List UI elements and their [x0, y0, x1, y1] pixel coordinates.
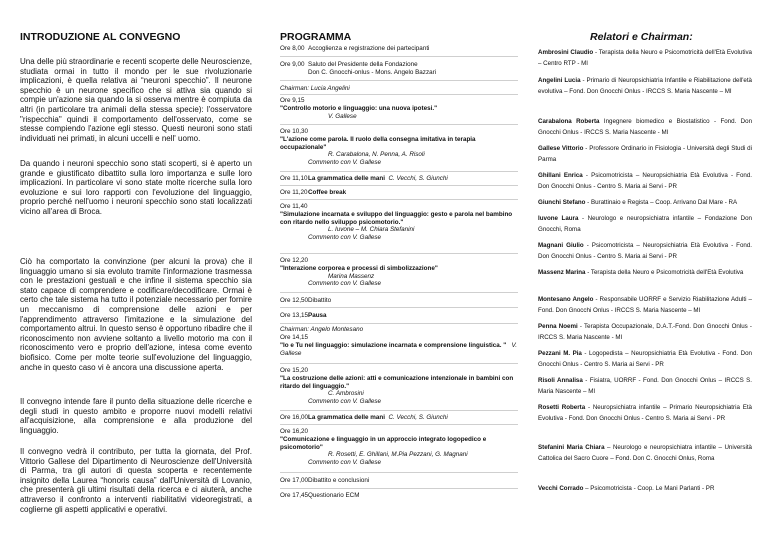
speaker-description: - Psicomotricista – Neuropsichiatria Età Evolutiva - Fond. Don Gnocchi Onlus - Centro S. Maria ai Servi - PR [538, 242, 752, 260]
speaker-description: - Burattinaio e Regista – Coop. Arrivano Dal Mare - RA [585, 199, 738, 206]
speaker-description: - Responsabile UORRF e Servizio Riabilitazione Adulti – Fond. Don Gnocchi Onlus - IRCCS S. Maria Nascente – MI [538, 296, 752, 314]
speaker-entry [538, 443, 752, 464]
divider [280, 472, 518, 473]
speaker-entry [538, 48, 752, 69]
speaker-description: - Psicomotricista – Neuropsichiatria Età Evolutiva - Fond. Don Gnocchi Onlus - Centro S. Maria ai Servi - PR [538, 172, 752, 190]
program-session [280, 334, 518, 357]
program-time: Ore 11,20 [280, 189, 308, 196]
divider [280, 424, 518, 425]
program-time: Ore 16,00 [280, 414, 309, 421]
program-text: Pausa [308, 312, 327, 319]
program-text-line: Saluto del Presidente della Fondazione [308, 61, 418, 68]
speaker-name: Gallese Vittorio [538, 145, 584, 152]
speaker-name: Angelini Lucia [538, 77, 581, 84]
program-text: Coffee break [308, 189, 347, 196]
intro-paragraph-1: Una delle più straordinarie e recenti scoperte delle Neuroscienze, studiata ormai in tutto il mondo per le sue rivoluzionarie implicazioni, è quella relativa ai “neuroni specchio”. Il neurone specchio è un neurone specifico che si attiva sia quando si compie un'azione sia quando la si osserva mentre è compiuta da altri (in particolare tra animali della stessa specie): l'osservatore "rispecchia" quindi il comportamento dell'osservato, come se stesse compiendo l'azione egli stesso. Questi neuroni sono stati individuati nei primati, in alcuni uccelli e nell' uomo. [20, 57, 252, 143]
program-speakers: V. Gallese [328, 112, 357, 120]
speaker-name: Massenz Marina [538, 269, 586, 276]
divider [280, 323, 518, 324]
program-text: La grammatica delle mani [308, 175, 385, 182]
program-time: Ore 16,20 [280, 428, 309, 435]
speaker-entry [538, 295, 752, 316]
speaker-entry [538, 376, 752, 397]
speaker-description: - Fisiatra, UORRF - Fond. Don Gnocchi Onlus – IRCCS S. Maria Nascente – MI [538, 377, 753, 395]
program-comment: Commento con V. Gallese [308, 234, 382, 242]
program-time: Ore 9,15 [280, 97, 305, 104]
speaker-name: Pezzani M. Pia [538, 350, 582, 357]
speakers-column [538, 0, 752, 543]
speaker-description: Ingegnere biomedico e Biostatistico - Fond. Don Gnocchi Onlus - IRCCS S. Maria Nascente - MI [538, 118, 753, 136]
speaker-entry [538, 117, 752, 138]
program-column [280, 0, 518, 543]
program-speakers: C. Ambrosini [328, 390, 364, 398]
speaker-entry [538, 268, 752, 279]
intro-title: INTRODUZIONE AL CONVEGNO [20, 31, 181, 43]
speaker-entry [538, 403, 752, 424]
program-time: Ore 14,15 [280, 334, 309, 341]
program-text: Accoglienza e registrazione dei partecipanti [308, 45, 430, 52]
speaker-entry [538, 484, 752, 495]
program-text: La grammatica delle mani [308, 414, 385, 421]
speaker-name: Iuvone Laura [538, 215, 579, 222]
speaker-description: - Terapista Occupazionale, D.A.T.-Fond. Don Gnocchi Onlus - IRCCS S. Maria Nascente - MI [538, 323, 752, 341]
speaker-entry [538, 198, 752, 209]
program-time: Ore 10,30 [280, 128, 309, 135]
speaker-description: - Logopedista – Neuropsichiatria Età Evolutiva - Fond. Don Gnocchi Onlus - Centro S. Maria ai Servi - PR [538, 350, 752, 368]
speaker-name: Magnani Giulio [538, 242, 584, 249]
program-comment: Commento con V. Gallese [308, 159, 382, 167]
speaker-name: Ambrosini Claudio [538, 49, 594, 56]
speaker-description: - Professore Ordinario in Fisiologia - Università degli Studi di Parma [538, 145, 752, 163]
program-speakers: R. Carabalona, N. Penna, A. Risoli [328, 151, 425, 159]
program-comment: Commento con V. Gallese [308, 398, 382, 406]
program-text-line: Don C. Gnocchi-onlus - Mons. Angelo Bazzari [308, 68, 437, 76]
program-comment: Commento con V. Gallese [308, 459, 382, 467]
program-session-title: "Controllo motorio e linguaggio: una nuova ipotesi." [280, 104, 438, 112]
divider [280, 292, 518, 293]
program-time: Ore 12,20 [280, 257, 309, 264]
program-session-title: "Simulazione incarnata e sviluppo del linguaggio: gesto e parola nel bambino con ritardo nello sviluppo psicomotorio." [280, 210, 513, 226]
program-speakers: L. Iuvone – M. Chiara Stefanini [328, 226, 415, 234]
program-text: Questionario ECM [308, 492, 360, 499]
program-session [280, 367, 518, 406]
intro-column [20, 0, 252, 543]
speaker-description: - Terapista della Neuro e Psicomotricità dell'Età Evolutiva – Centro RTP - MI [538, 49, 752, 67]
program-speakers: R. Rosetti, E. Ghillani, M.Pia Pezzani, G. Magnani [328, 451, 468, 459]
divider [280, 307, 518, 308]
speaker-description: – Neurologo e neuropsichiatra infantile – Università Cattolica del Sacro Cuore – Fond. Don C. Gnocchi Onlus, Roma [538, 444, 752, 462]
program-time: Ore 12,50 [280, 297, 309, 304]
speaker-name: Carabalona Roberta [538, 118, 600, 125]
program-session-title-wrap [280, 342, 518, 358]
divider [280, 94, 518, 95]
program-time: Ore 8,00 [280, 45, 305, 52]
program-session [280, 97, 518, 120]
program-session-title: "La costruzione delle azioni: atti e comunicazione intenzionale in bambini con ritardo del linguaggio." [280, 374, 514, 390]
speaker-description: – Psicomotricista - Coop. Le Mani Parlanti - PR [583, 485, 715, 492]
program-session [280, 128, 518, 167]
program-text-wrap [308, 414, 520, 422]
speaker-description: - Neurologo e neuropsichiatra infantile – Fondazione Don Gnocchi, Roma [538, 215, 752, 233]
speaker-description: - Primario di Neuropsichiatria Infantile e Riabilitazione dell'età evolutiva – Fond. Don Gnocchi Onlus - IRCCS S. Maria Nascente – MI [538, 77, 752, 95]
program-text: Dibattito e conclusioni [308, 477, 370, 484]
speaker-entry [538, 349, 752, 370]
divider [280, 410, 518, 411]
program-session-title: "Io e Tu nel linguaggio: simulazione incarnata e comprensione linguistica. " [280, 341, 507, 349]
program-title: PROGRAMMA [280, 31, 352, 43]
speaker-name: Stefanini Maria Chiara [538, 444, 605, 451]
speaker-name: Giunchi Stefano [538, 199, 586, 206]
program-session [280, 203, 518, 242]
program-time: Ore 15,20 [280, 367, 309, 374]
speaker-description: - Neuropsichiatra infantile – Primario Neuropsichiatria Età Evolutiva - Fond. Don Gnocchi Onlus - Centro S. Maria ai Servi - PR [538, 404, 752, 422]
intro-paragraph-4: Il convegno intende fare il punto della situazione delle ricerche e degli studi in questo ambito e proporre nuovi modelli relativi all'acquisizione, alla comprensione e alla produzione del linguaggio. [20, 397, 252, 435]
program-time: Ore 17,45 [280, 492, 309, 499]
program-text [308, 61, 520, 77]
speaker-name: Montesano Angelo [538, 296, 594, 303]
divider [280, 253, 518, 254]
program-text-wrap [308, 175, 520, 183]
speaker-entry [538, 241, 752, 262]
speaker-description: - Terapista della Neuro e Psicomotricità dell'Età Evolutiva [585, 269, 744, 276]
speaker-entry [538, 76, 752, 97]
divider [280, 185, 518, 186]
program-speakers: C. Vecchi, S. Giunchi [388, 414, 448, 421]
speaker-name: Vecchi Corrado [538, 485, 584, 492]
speaker-entry [538, 322, 752, 343]
chairman-label: Chairman: Angelo Montesano [280, 326, 364, 333]
divider [280, 199, 518, 200]
program-session [280, 257, 518, 288]
speaker-name: Rosetti Roberta [538, 404, 586, 411]
speaker-entry [538, 144, 752, 165]
intro-paragraph-5: Il convegno vedrà il contributo, per tutta la giornata, del Prof. Vittorio Gallese del Dipartimento di Neuroscienze dell'Università di Parma, tra gli autori di questa scoperta e recentemente insignito della Laurea “honoris causa” dall'Università di Lovanio, che presenterà gli ultimi risultati della ricerca e ci aiuterà, anche attraverso il confronto a interventi riabilitativi videoregistrati, a coglierne gli aspetti applicativi e operativi. [20, 447, 252, 514]
intro-paragraph-3: Ciò ha comportato la convinzione (per alcuni la prova) che il linguaggio umano si sia evoluto tramite l'informazione trasmessa con le prestazioni gestuali e che infine il sistema specchio sia stato capace di comprendere e codificare/decodificare. Ormai è certo che tale sistema ha tutto il potenziale necessario per fornire un meccanismo di comprensione delle azioni e per l'apprendimento attraverso l'imitazione e la simulazione del comportamento altrui. In questo senso è opportuno ribadire che il riconoscimento non avviene soltanto a livello motorio ma con il riconoscimento vero e proprio dell'azione, intesa come evento biofisico. Come per molte teorie sull'evoluzione del linguaggio, anche in questo caso vi è ancora una discussione aperta. [20, 257, 252, 372]
program-session-title: "Comunicazione e linguaggio in un approccio integrato logopedico e psicomotorio" [280, 435, 487, 451]
program-comment: Commento con V. Gallese [308, 280, 382, 288]
divider [280, 56, 518, 57]
divider [280, 124, 518, 125]
program-speakers: C. Vecchi, S. Giunchi [388, 175, 448, 182]
divider [280, 363, 518, 364]
speaker-name: Risoli Annalisa [538, 377, 583, 384]
divider [280, 80, 518, 81]
speaker-name: Penna Noemi [538, 323, 578, 330]
speaker-entry [538, 214, 752, 235]
program-time: Ore 13,15 [280, 312, 309, 319]
program-speakers: Marina Massenz [328, 272, 375, 280]
program-time: Ore 9,00 [280, 61, 305, 68]
speakers-title: Relatori e Chairman: [590, 31, 693, 43]
program-session-title: "Interazione corporea e processi di simbolizzazione" [280, 264, 438, 272]
speaker-name: Ghillani Enrica [538, 172, 583, 179]
program-session-title: "L'azione come parola. Il ruolo della consegna imitativa in terapia occupazionale" [280, 135, 476, 151]
program-time: Ore 11,40 [280, 203, 308, 210]
program-session [280, 428, 518, 467]
program-speakers: V. Gallese [280, 341, 518, 357]
chairman-label: Chairman: Lucia Angelini [280, 85, 350, 92]
intro-paragraph-2: Da quando i neuroni specchio sono stati scoperti, si è aperto un grande e giustificato dibattito sulla loro importanza e sulle loro implicazioni. In particolare vi sono state molte ricerche sulla loro evoluzione e sui loro rapporti con l'evoluzione del linguaggio, proprio perché nell'uomo i neuroni specchio sono stati localizzati vicino all'area di Broca. [20, 159, 252, 216]
program-time: Ore 17,00 [280, 477, 309, 484]
divider [280, 488, 518, 489]
program-time: Ore 11,10 [280, 175, 308, 182]
speaker-entry [538, 171, 752, 192]
program-text: Dibattito [308, 297, 332, 304]
divider [280, 171, 518, 172]
